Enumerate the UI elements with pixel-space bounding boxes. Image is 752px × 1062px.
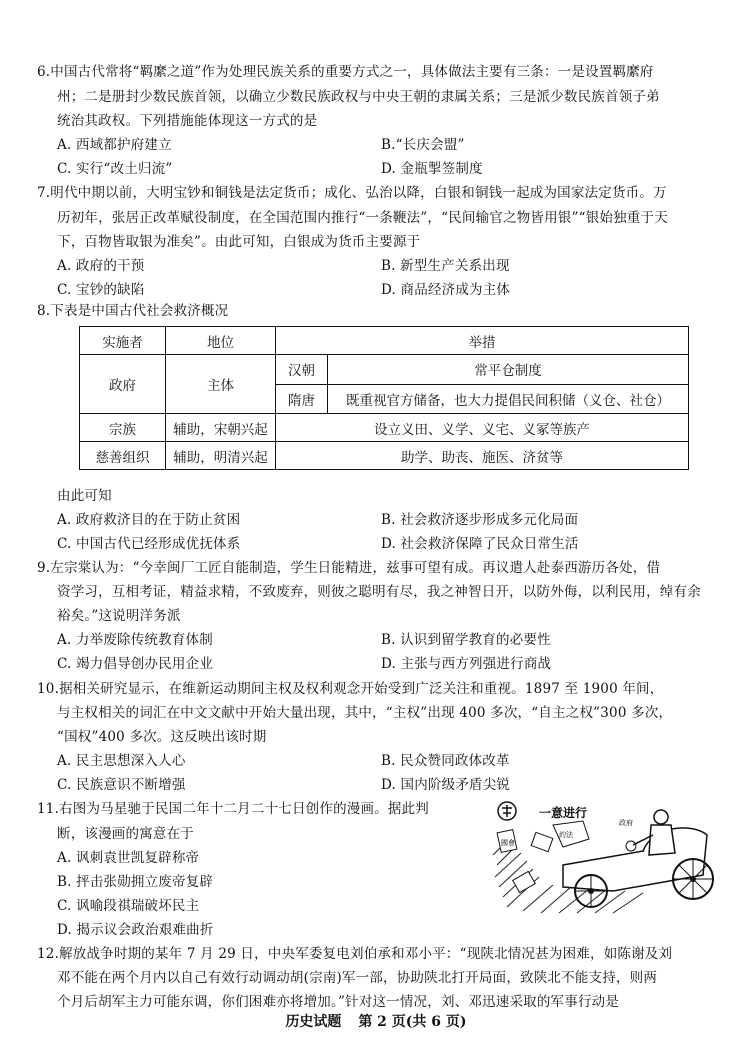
q7-option-c[interactable]: C. 宝钞的缺陷 (57, 282, 145, 298)
q6-option-a[interactable]: A. 西域都护府建立 (57, 137, 172, 153)
q6-line-3: 统治其政权。下列措施能体现这一方式的是 (57, 113, 318, 129)
q9-line-1: 9.左宗棠认为：“今幸闽厂工匠自能制造，学生日能精进，兹事可望有成。再议遣人赴泰西游历各处，借 (37, 560, 661, 576)
cartoon-label: 政府 (619, 819, 633, 827)
driver-figure (626, 810, 675, 855)
q11-line-2: 断，该漫画的寓意在于 (57, 826, 194, 842)
q10-option-a[interactable]: A. 民主思想深入人心 (57, 753, 186, 769)
q8-option-d[interactable]: D. 社会救济保障了民众日常生活 (381, 536, 579, 552)
q9-option-a[interactable]: A. 力举废除传统教育体制 (57, 632, 213, 648)
table-cell-actor: 慈善组织 (80, 442, 166, 470)
relief-table (79, 326, 689, 470)
table-cell-era: 隋唐 (276, 384, 328, 414)
q9-option-b[interactable]: B. 认识到留学教育的必要性 (381, 632, 551, 648)
q11-option-d[interactable]: D. 揭示议会政治艰难曲折 (57, 922, 214, 938)
q9-line-2: 资学习，互相考证，精益求精，不致废弃，则彼之聪明有尽，我之神智日开，以防外侮，以利民用，绰有余 (57, 584, 701, 600)
table-cell-measure: 助学、助丧、施医、济贫等 (276, 442, 689, 470)
q7-option-b[interactable]: B. 新型生产关系出现 (381, 258, 510, 274)
q6-option-d[interactable]: D. 金瓶掣签制度 (381, 161, 483, 177)
q11-line-1: 11.右图为马星驰于民国二年十二月二十七日创作的漫画。据此判 (37, 801, 429, 817)
q9-option-d[interactable]: D. 主张与西方列强进行商战 (381, 656, 552, 672)
q7-line-2: 历初年，张居正改革赋役制度，在全国范围内推行“一条鞭法”，“民间输官之物皆用银”“银始独重于天 (57, 210, 668, 226)
q8-option-b[interactable]: B. 社会救济逐步形成多元化局面 (381, 512, 579, 528)
table-cell-actor: 政府 (80, 355, 166, 414)
q10-line-2: 与主权相关的词汇在中文文献中开始大量出现，其中，“主权”出现 400 多次，“自主之权”300 多次， (57, 705, 673, 721)
q7-option-a[interactable]: A. 政府的干预 (57, 258, 145, 274)
q10-option-c[interactable]: C. 民族意识不断增强 (57, 777, 186, 793)
table-cell-measure: 既重视官方储备，也大力提倡民间积储（义仓、社仓） (328, 384, 689, 414)
table-cell-status: 辅助，明清兴起 (166, 442, 276, 470)
table-header-row (80, 327, 689, 355)
q8-stem: 8.下表是中国古代社会救济概况 (37, 303, 229, 319)
footer-page-number: 第 2 页(共 6 页) (358, 1014, 467, 1030)
table-cell-measure: 常平仓制度 (328, 355, 689, 385)
table-header: 举措 (276, 327, 689, 355)
table-row (80, 355, 689, 385)
seal-stamp-icon (498, 802, 516, 820)
table-row (80, 414, 689, 442)
q6-option-b[interactable]: B.“长庆会盟” (381, 137, 465, 153)
q6-line-2: 州；二是册封少数民族首领，以确立少数民族政权与中央王朝的隶属关系；三是派少数民族首领子弟 (57, 89, 660, 105)
q7-line-3: 下，百物皆取银为准矣”。由此可知，白银成为货币主要源于 (57, 234, 421, 250)
q8-option-c[interactable]: C. 中国古代已经形成优抚体系 (57, 536, 241, 552)
q10-option-d[interactable]: D. 国内阶级矛盾尖锐 (381, 777, 511, 793)
cartoon-figure (493, 795, 723, 915)
q7-option-d[interactable]: D. 商品经济成为主体 (381, 282, 511, 298)
q6-line-1: 6.中国古代常将“羁縻之道”作为处理民族关系的重要方式之一，具体做法主要有三条：一是设置羁縻府 (37, 64, 654, 80)
q11-option-a[interactable]: A. 讽刺袁世凯复辟称帝 (57, 850, 200, 866)
footer-subject: 历史试题 (285, 1014, 342, 1030)
table-header: 实施者 (80, 327, 166, 355)
q12-line-3: 个月后胡军主力可能东调，你们困难亦将增加。”针对这一情况，刘、邓迅速采取的军事行动是 (57, 994, 620, 1010)
q12-line-2: 邓不能在两个月内以自己有效行动调动胡(宗南)军一部，协助陕北打开局面，致陕北不能支持，则两 (57, 970, 658, 986)
table-cell-measure: 设立义田、义学、义宅、义冢等族产 (276, 414, 689, 442)
table-row (80, 442, 689, 470)
table-header: 地位 (166, 327, 276, 355)
q10-line-3: “国权”400 多次。这反映出该时期 (57, 729, 267, 745)
q11-option-c[interactable]: C. 讽喻段祺瑞破坏民主 (57, 898, 200, 914)
cartoon-caption: 一意进行 (539, 806, 588, 820)
table-cell-status: 主体 (166, 355, 276, 414)
q10-line-1: 10.据相关研究显示，在维新运动期间主权及权利观念开始受到广泛关注和重视。1897 至 1900 年间， (37, 681, 664, 697)
q7-line-1: 7.明代中期以前，大明宝钞和铜钱是法定货币；成化、弘治以降，白银和铜钱一起成为国家法定货币。万 (37, 185, 667, 201)
q10-option-b[interactable]: B. 民众赞同政体改革 (381, 753, 510, 769)
table-cell-era: 汉朝 (276, 355, 328, 385)
q8-option-a[interactable]: A. 政府救济目的在于防止贫困 (57, 512, 241, 528)
page-footer (0, 1012, 752, 1032)
q12-line-1: 12.解放战争时期的某年 7 月 29 日，中央军委复电刘伯承和邓小平：“现陕北情况甚为困难，如陈谢及刘 (37, 946, 673, 962)
svg-text:國會: 國會 (501, 839, 515, 847)
q8-after: 由此可知 (57, 488, 112, 504)
q6-option-c[interactable]: C. 实行“改土归流” (57, 161, 173, 177)
svg-text:約法: 約法 (559, 831, 573, 839)
q11-option-b[interactable]: B. 抨击张勋拥立废帝复辟 (57, 874, 214, 890)
q9-option-c[interactable]: C. 竭力倡导创办民用企业 (57, 656, 214, 672)
table-cell-status: 辅助，宋朝兴起 (166, 414, 276, 442)
q9-line-3: 裕矣。”这说明洋务派 (57, 608, 181, 624)
table-cell-actor: 宗族 (80, 414, 166, 442)
